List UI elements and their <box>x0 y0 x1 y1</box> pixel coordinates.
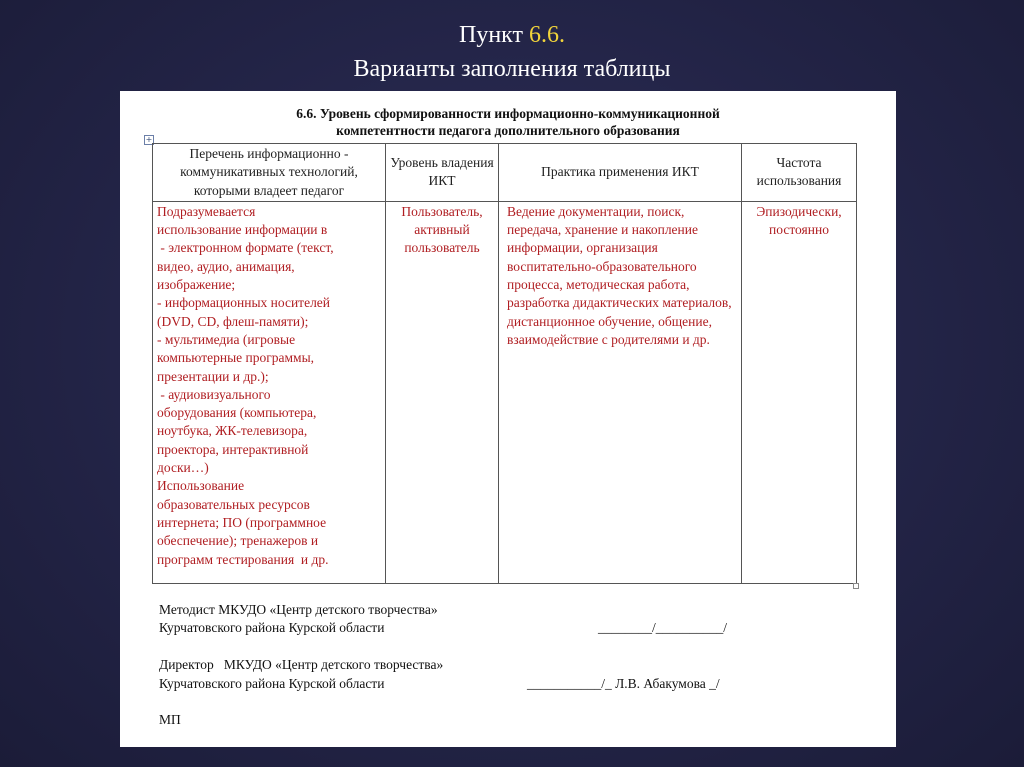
cell-practice: Ведение документации, поиск, передача, хранение и накопление информации, организация воспитательно-образовательного процесса, методическая работа, разработка дидактических материалов, дистанционное обучение, общение, взаимодействие с родителями и др. <box>499 201 742 583</box>
director-district: Курчатовского района Курской области <box>159 676 385 691</box>
header-technologies: Перечень информационно - коммуникативных технологий, которыми владеет педагог <box>153 144 386 202</box>
section-number: 6.6. <box>529 22 565 48</box>
table-end-marker <box>853 583 859 589</box>
header-practice: Практика применения ИКТ <box>499 144 742 202</box>
cell-level: Пользователь, активный пользователь <box>386 201 499 583</box>
director-signature-blank: ___________/_ Л.В. Абакумова _/ <box>527 676 720 691</box>
slide-title <box>0 18 1024 86</box>
cell-technologies: Подразумевается использование информации в - электронном формате (текст, видео, аудио, анимация, изображение; - информационных носителей (DVD, CD, флеш-памяти); - мультимедиа (игровые компьютерные программы, презентации и др.); - аудиовизуального оборудования (компьютера, ноутбука, ЖК-телевизора, проектора, интерактивной доски…) Использование образовательных ресурсов интернета; ПО (программное обеспечение); тренажеров и программ тестирования и др. <box>153 201 386 583</box>
table-move-handle-icon[interactable]: + <box>145 135 153 144</box>
cell-frequency: Эпизодически, постоянно <box>742 201 857 583</box>
header-level: Уровень владения ИКТ <box>386 144 499 202</box>
stamp-placeholder: МП <box>159 712 181 727</box>
table-header-row <box>153 144 857 202</box>
methodist-title: Методист МКУДО «Центр детского творчества» <box>159 602 438 617</box>
methodist-district: Курчатовского района Курской области <box>159 620 385 635</box>
ict-competence-table <box>152 143 857 584</box>
table-row <box>153 201 857 583</box>
header-frequency: Частота использования <box>742 144 857 202</box>
slide-title-line1: Пункт 6.6. <box>458 22 565 48</box>
document-sheet <box>120 91 896 747</box>
slide-subtitle: Варианты заполнения таблицы <box>353 56 671 82</box>
methodist-signature-blank: ________/__________/ <box>598 620 728 635</box>
director-title: Директор МКУДО «Центр детского творчества» <box>159 657 444 672</box>
document-heading: 6.6. Уровень сформированности информационно-коммуникационной компетентности педагога дополнительного образования <box>296 106 720 138</box>
